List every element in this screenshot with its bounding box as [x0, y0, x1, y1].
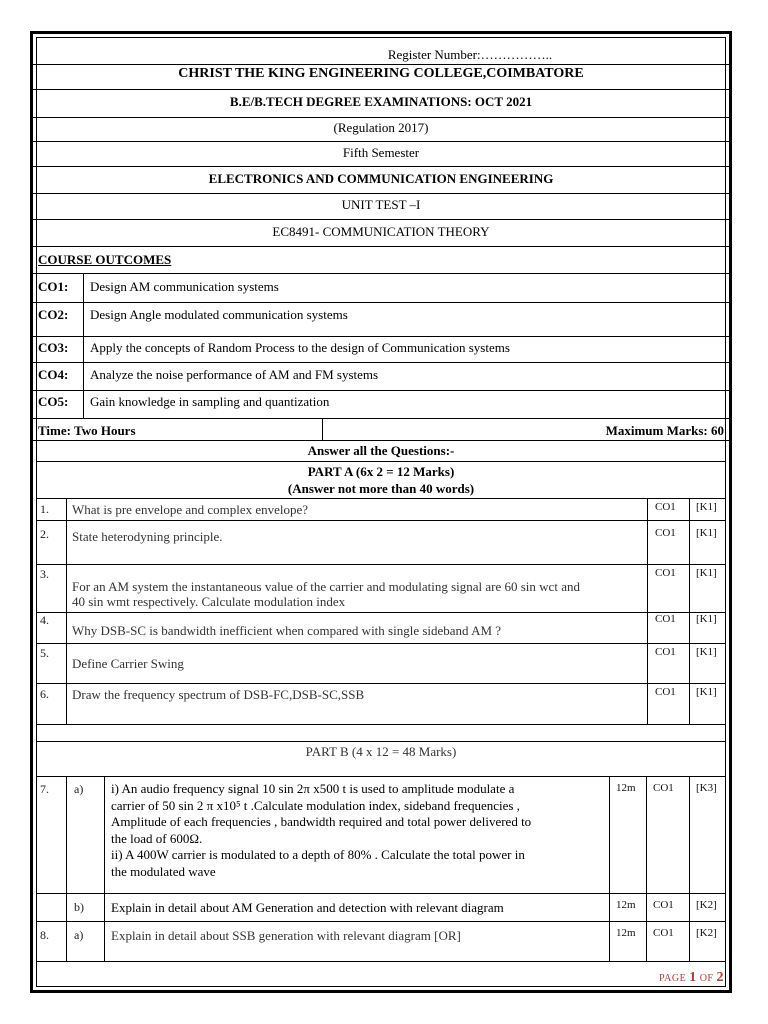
- k-level: [K1]: [696, 501, 717, 513]
- co-code: CO3:: [38, 340, 69, 355]
- co-code: CO2:: [38, 307, 69, 322]
- co-tag: CO1: [655, 527, 676, 539]
- page-total: 2: [716, 970, 724, 985]
- question-text: Define Carrier Swing: [72, 656, 184, 671]
- question-line: carrier of 50 sin 2 π x10⁵ t .Calculate modulation index, sideband frequencies ,: [111, 797, 520, 813]
- co-tag: CO1: [653, 899, 674, 911]
- k-level: [K1]: [696, 567, 717, 579]
- k-level: [K2]: [696, 927, 717, 939]
- co-tag: CO1: [655, 567, 676, 579]
- question-number: 7.: [40, 782, 49, 796]
- question-number: 2.: [40, 527, 49, 541]
- of-word: OF: [699, 973, 714, 984]
- question-number: 4.: [40, 613, 49, 627]
- k-level: [K3]: [696, 782, 717, 794]
- regulation: (Regulation 2017): [333, 120, 429, 135]
- co-text: Design AM communication systems: [90, 279, 279, 294]
- semester: Fifth Semester: [342, 145, 420, 160]
- sub-question-label: a): [74, 782, 84, 796]
- register-number: Register Number:……………..: [387, 47, 553, 62]
- co-tag: CO1: [655, 613, 676, 625]
- co-tag: CO1: [655, 646, 676, 658]
- co-text: Design Angle modulated communication systems: [90, 307, 348, 322]
- co-code: CO5:: [38, 394, 69, 409]
- co-text: Apply the concepts of Random Process to the design of Communication systems: [90, 340, 510, 355]
- co-tag: CO1: [655, 686, 676, 698]
- marks: 12m: [616, 782, 636, 794]
- course-outcomes-heading: COURSE OUTCOMES: [38, 252, 172, 267]
- instruction: Answer all the Questions:-: [307, 443, 455, 458]
- co-code: CO1:: [38, 279, 69, 294]
- question-line: i) An audio frequency signal 10 sin 2π x500 t is used to amplitude modulate a: [111, 781, 515, 796]
- question-line: ii) A 400W carrier is modulated to a depth of 80% . Calculate the total power in: [111, 847, 525, 862]
- question-line: the modulated wave: [111, 863, 216, 879]
- question-text: Draw the frequency spectrum of DSB-FC,DSB-SC,SSB: [72, 687, 365, 702]
- question-text: [111, 781, 605, 880]
- co-tag: CO1: [653, 782, 674, 794]
- question-line: the load of 600Ω.: [111, 830, 203, 846]
- max-marks: Maximum Marks: 60: [605, 423, 724, 438]
- exam-time: Time: Two Hours: [38, 423, 136, 438]
- question-text: State heterodyning principle.: [72, 529, 223, 544]
- part-a-title: PART A (6x 2 = 12 Marks): [307, 464, 455, 479]
- exam-title: B.E/B.TECH DEGREE EXAMINATIONS: OCT 2021: [229, 94, 533, 109]
- page-footer: [659, 970, 724, 986]
- marks: 12m: [616, 899, 636, 911]
- marks: 12m: [616, 927, 636, 939]
- k-level: [K1]: [696, 646, 717, 658]
- co-code: CO4:: [38, 367, 69, 382]
- k-level: [K1]: [696, 613, 717, 625]
- question-text: What is pre envelope and complex envelope?: [72, 502, 309, 517]
- page-number: 1: [689, 970, 697, 985]
- page-word: PAGE: [659, 973, 687, 984]
- co-tag: CO1: [655, 501, 676, 513]
- question-line: Amplitude of each frequencies , bandwidth required and total power delivered to: [111, 814, 532, 829]
- question-text: Explain in detail about SSB generation with relevant diagram [OR]: [111, 928, 461, 943]
- question-text: Explain in detail about AM Generation and detection with relevant diagram: [111, 900, 504, 915]
- k-level: [K1]: [696, 686, 717, 698]
- k-level: [K2]: [696, 899, 717, 911]
- question-number: 8.: [40, 928, 49, 942]
- part-b-title: PART B (4 x 12 = 48 Marks): [305, 744, 457, 759]
- co-tag: CO1: [653, 927, 674, 939]
- part-a-subtitle: (Answer not more than 40 words): [287, 481, 475, 496]
- course-title: EC8491- COMMUNICATION THEORY: [272, 224, 490, 239]
- co-text: Analyze the noise performance of AM and FM systems: [90, 367, 379, 382]
- college-name: CHRIST THE KING ENGINEERING COLLEGE,COIMBATORE: [178, 66, 584, 81]
- sub-question-label: a): [74, 928, 84, 942]
- question-number: 5.: [40, 646, 49, 660]
- question-number: 6.: [40, 687, 49, 701]
- question-number: 1.: [40, 502, 49, 516]
- question-text: For an AM system the instantaneous value of the carrier and modulating signal are 60 sin wct and 40 sin wmt respectively. Calculate modulation index: [72, 579, 580, 609]
- test-name: UNIT TEST –I: [341, 197, 421, 212]
- department: ELECTRONICS AND COMMUNICATION ENGINEERING: [208, 171, 554, 186]
- question-text: Why DSB-SC is bandwidth inefficient when compared with single sideband AM ?: [72, 623, 502, 638]
- co-text: Gain knowledge in sampling and quantization: [90, 394, 330, 409]
- question-number: 3.: [40, 567, 49, 581]
- sub-question-label: b): [74, 900, 84, 914]
- k-level: [K1]: [696, 527, 717, 539]
